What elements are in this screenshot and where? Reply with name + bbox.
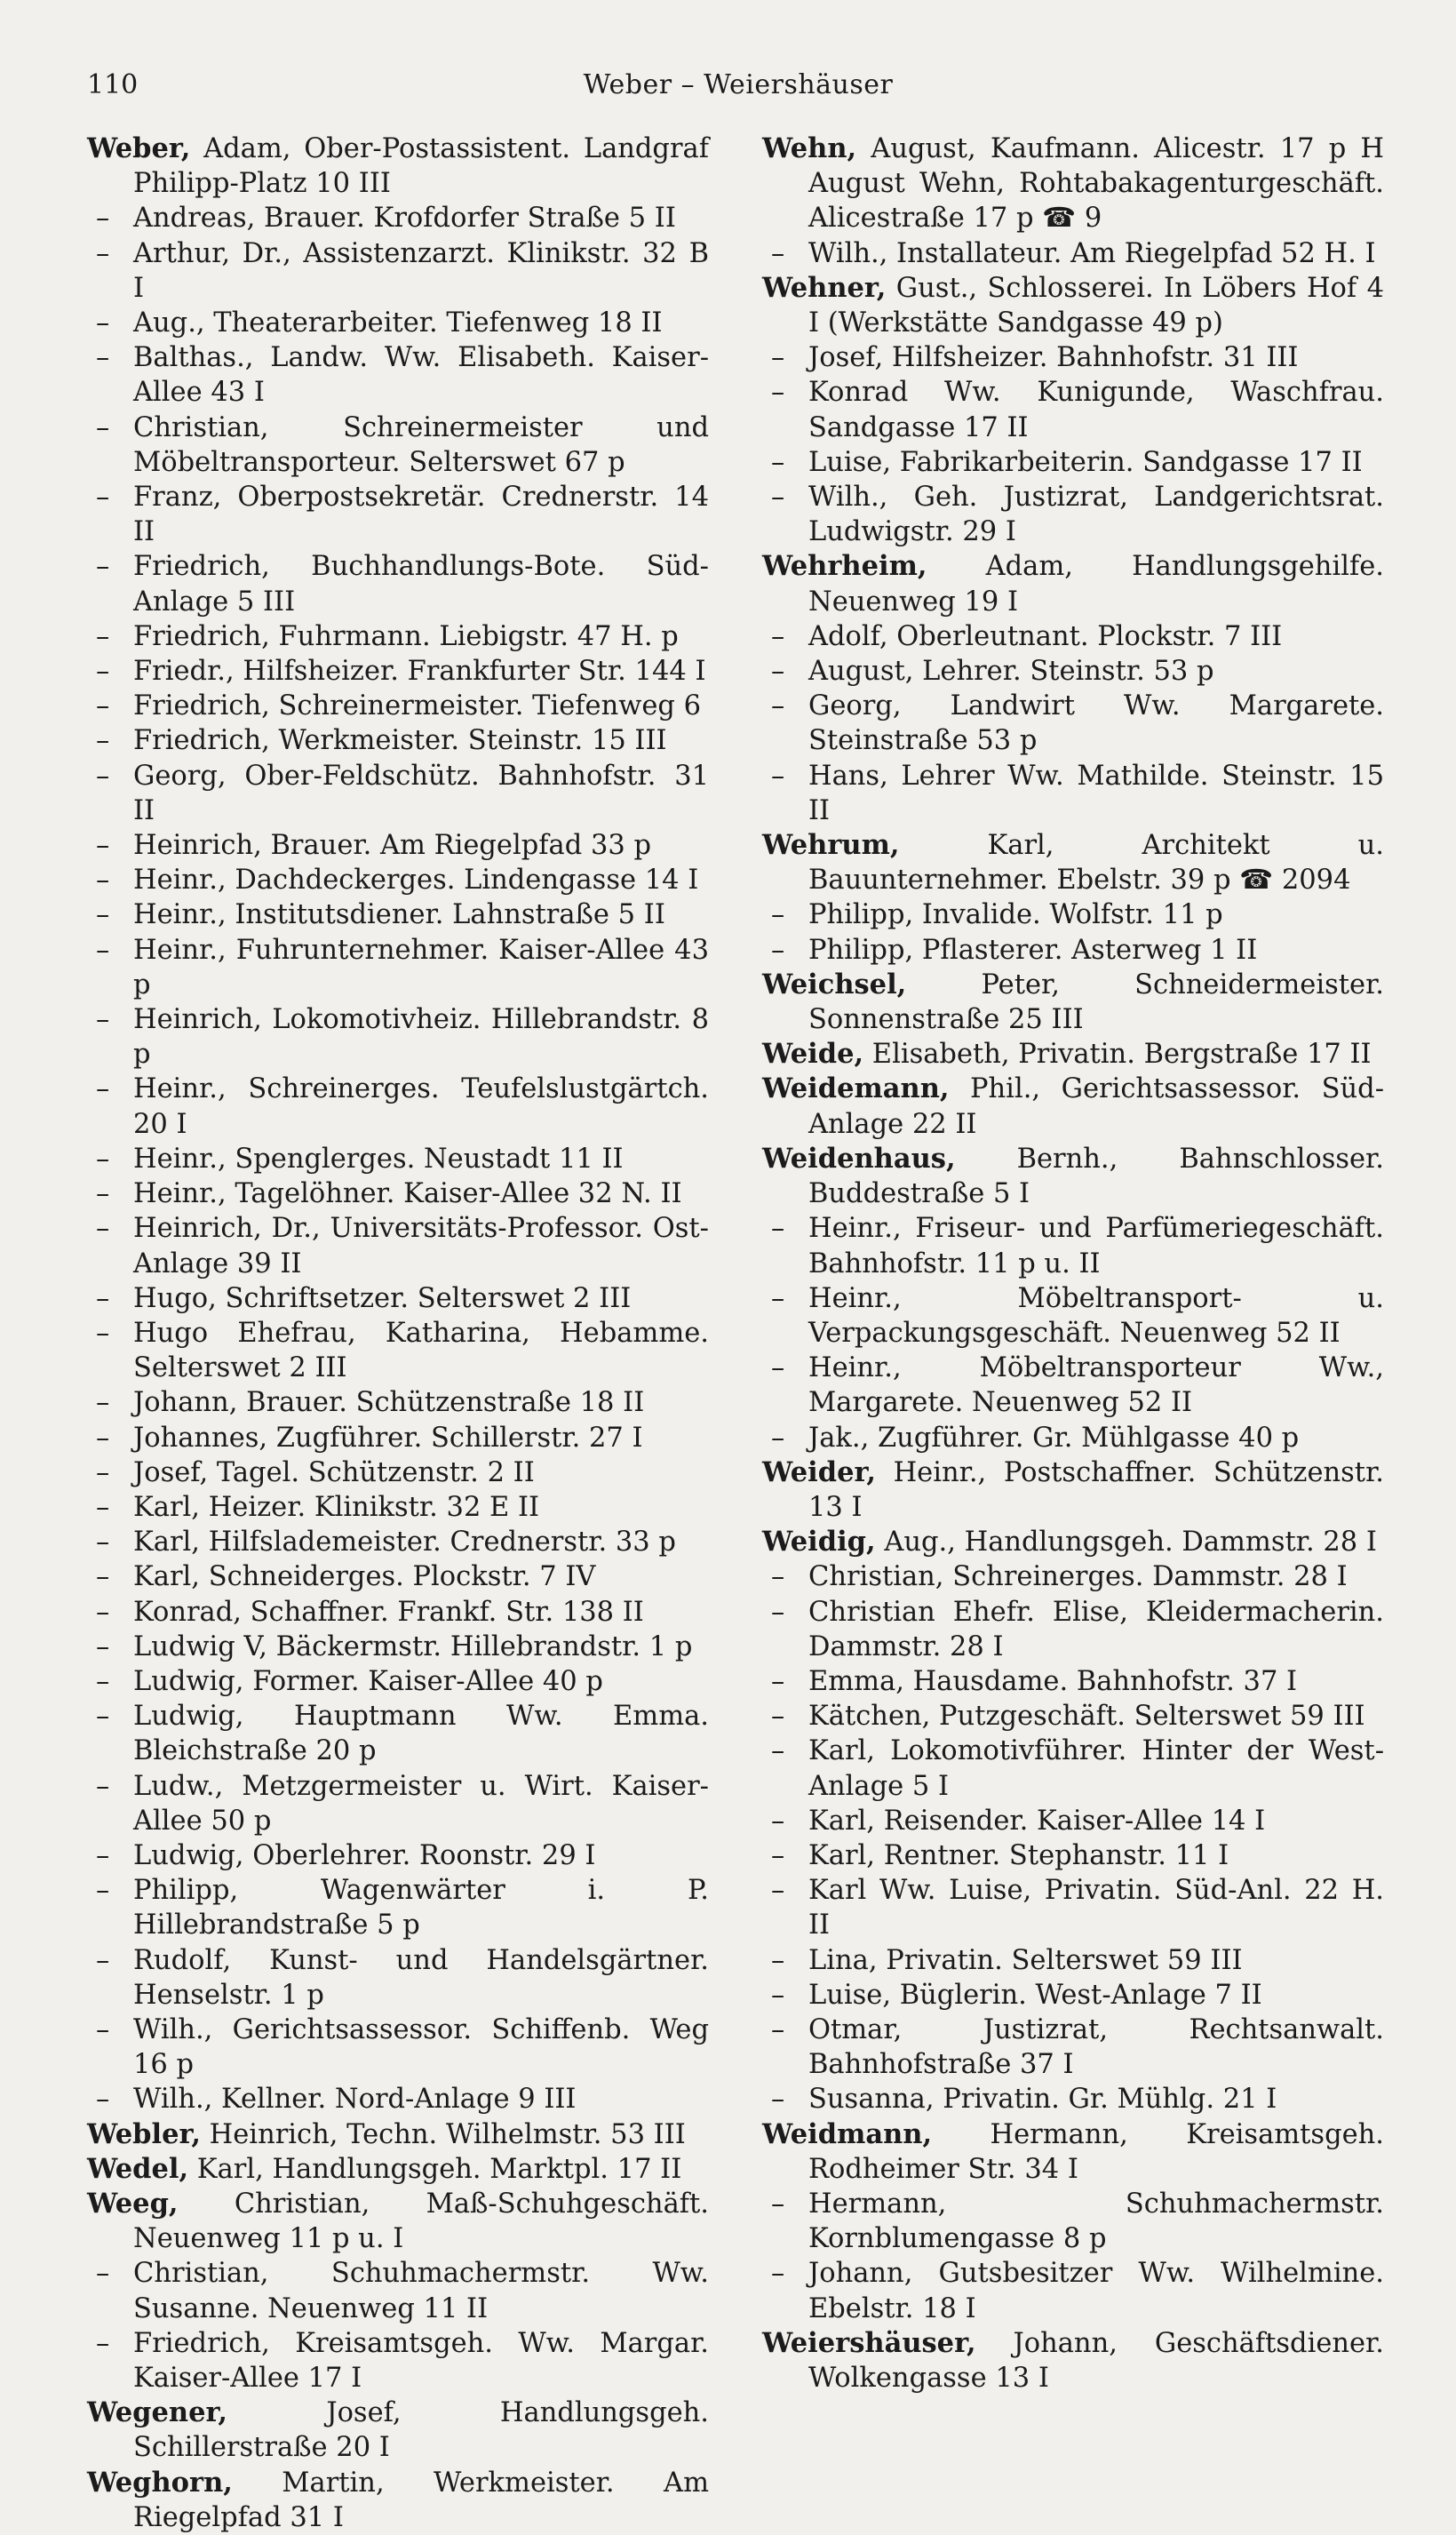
entry-text: Ludwig, Oberlehrer. Roonstr. 29 I <box>133 1839 596 1871</box>
directory-subentry <box>87 1838 709 1873</box>
directory-subentry <box>87 1176 709 1211</box>
directory-subentry <box>87 2013 709 2082</box>
ditto-dash: – <box>771 1979 785 2011</box>
entry-text: Aug., Handlungsgeh. Dammstr. 28 I <box>875 1527 1377 1558</box>
directory-subentry <box>87 1002 709 1072</box>
directory-subentry <box>87 1211 709 1280</box>
ditto-dash: – <box>96 1839 110 1871</box>
ditto-dash: – <box>771 1839 785 1871</box>
directory-entry <box>87 2466 709 2535</box>
ditto-dash: – <box>96 237 110 269</box>
entry-text: Konrad Ww. Kunigunde, Waschfrau. Sandgasse 17 II <box>808 377 1384 443</box>
directory-subentry <box>87 1699 709 1768</box>
entry-text: Josef, Handlungsgeh. Schillerstraße 20 I <box>133 2397 709 2464</box>
entry-surname: Weidemann, <box>762 1072 950 1105</box>
directory-subentry <box>762 2256 1384 2325</box>
ditto-dash: – <box>96 1073 110 1105</box>
entry-text: Wilh., Geh. Justizrat, Landgerichtsrat. Ludwigstr. 29 I <box>808 482 1384 548</box>
directory-entry <box>762 549 1384 618</box>
entry-text: Heinr., Schreinerges. Teufelslustgärtch. 20 I <box>133 1073 709 1140</box>
directory-subentry <box>87 1072 709 1141</box>
ditto-dash: – <box>771 899 785 931</box>
entry-text: Friedrich, Schreinermeister. Tiefenweg 6 <box>133 690 702 722</box>
entry-text: Johannes, Zugführer. Schillerstr. 27 I <box>133 1422 643 1454</box>
ditto-dash: – <box>96 1630 110 1662</box>
entry-text: Phil., Gerichtsassessor. Süd-Anlage 22 II <box>808 1073 1384 1140</box>
directory-subentry <box>87 933 709 1002</box>
entry-text: Hermann, Schuhmachermstr. Kornblumengasse 8 p <box>808 2188 1384 2255</box>
entry-text: Gust., Schlosserei. In Löbers Hof 4 I (Werkstätte Sandgasse 49 p) <box>808 272 1384 339</box>
entry-text: Heinr., Dachdeckerges. Lindengasse 14 I <box>133 865 699 897</box>
ditto-dash: – <box>96 1596 110 1628</box>
entry-text: Friedrich, Kreisamtsgeh. Ww. Margar. Kaiser-Allee 17 I <box>133 2327 709 2394</box>
ditto-dash: – <box>771 1944 785 1976</box>
directory-subentry <box>87 549 709 618</box>
entry-text: Balthas., Landw. Ww. Elisabeth. Kaiser-Allee 43 I <box>133 342 709 409</box>
directory-entry <box>87 2187 709 2256</box>
ditto-dash: – <box>96 1004 110 1036</box>
entry-text: Karl, Hilfslademeister. Crednerstr. 33 p <box>133 1527 676 1558</box>
directory-subentry <box>762 1281 1384 1351</box>
entry-text: Rudolf, Kunst- und Handelsgärtner. Henselstr. 1 p <box>133 1944 709 2011</box>
directory-subentry <box>762 236 1384 271</box>
ditto-dash: – <box>96 307 110 339</box>
directory-subentry <box>762 445 1384 480</box>
directory-subentry <box>87 340 709 410</box>
directory-subentry <box>87 1873 709 1942</box>
entry-text: Christian Ehefr. Elise, Kleidermacherin. Dammstr. 28 I <box>808 1596 1384 1662</box>
directory-entry <box>87 2117 709 2152</box>
ditto-dash: – <box>96 1491 110 1523</box>
directory-subentry <box>762 1734 1384 1803</box>
ditto-dash: – <box>96 1770 110 1802</box>
entry-text: August, Kaufmann. Alicestr. 17 p H August Wehn, Rohtabakagenturgeschäft. Alicestraße 17 p ☎ 9 <box>808 133 1384 235</box>
directory-entry <box>762 132 1384 236</box>
ditto-dash: – <box>96 725 110 757</box>
ditto-dash: – <box>771 1422 785 1454</box>
entry-text: Jak., Zugführer. Gr. Mühlgasse 40 p <box>808 1422 1300 1454</box>
entry-surname: Weber, <box>87 132 191 164</box>
directory-subentry <box>87 1525 709 1559</box>
ditto-dash: – <box>771 1282 785 1314</box>
ditto-dash: – <box>96 620 110 652</box>
entry-surname: Weidenhaus, <box>762 1142 956 1175</box>
entry-text: Hans, Lehrer Ww. Mathilde. Steinstr. 15 II <box>808 760 1384 826</box>
ditto-dash: – <box>771 1735 785 1767</box>
entry-text: Franz, Oberpostsekretär. Crednerstr. 14 II <box>133 482 709 548</box>
ditto-dash: – <box>771 760 785 792</box>
ditto-dash: – <box>96 1213 110 1245</box>
directory-subentry <box>87 201 709 235</box>
directory-entry <box>762 1037 1384 1072</box>
entry-text: Friedrich, Fuhrmann. Liebigstr. 47 H. p <box>133 620 679 652</box>
ditto-dash: – <box>96 2084 110 2116</box>
ditto-dash: – <box>96 830 110 862</box>
directory-subentry <box>762 619 1384 654</box>
entry-text: Heinr., Spenglerges. Neustadt 11 II <box>133 1143 624 1175</box>
directory-entry <box>762 828 1384 897</box>
directory-subentry <box>87 1630 709 1664</box>
entry-text: Philipp, Invalide. Wolfstr. 11 p <box>808 899 1223 931</box>
entry-text: Adam, Handlungsgehilfe. Neuenweg 19 I <box>808 551 1384 618</box>
ditto-dash: – <box>771 1701 785 1733</box>
ditto-dash: – <box>771 620 785 652</box>
entry-text: Martin, Werkmeister. Am Riegelpfad 31 I <box>133 2467 709 2533</box>
ditto-dash: – <box>771 1213 785 1245</box>
entry-text: Adam, Ober-Postassistent. Landgraf Philipp-Platz 10 III <box>133 133 709 200</box>
directory-subentry <box>87 689 709 723</box>
directory-entry <box>87 2395 709 2465</box>
entry-text: Adolf, Oberleutnant. Plockstr. 7 III <box>808 620 1283 652</box>
directory-subentry <box>87 1455 709 1490</box>
directory-subentry <box>762 1943 1384 1978</box>
directory-subentry <box>87 1142 709 1176</box>
directory-subentry <box>87 759 709 828</box>
directory-subentry <box>87 1316 709 1385</box>
directory-subentry <box>762 1421 1384 1455</box>
entry-surname: Wehrheim, <box>762 550 927 583</box>
entry-text: Wilh., Installateur. Am Riegelpfad 52 H. I <box>808 237 1376 269</box>
ditto-dash: – <box>96 2258 110 2290</box>
entry-text: Heinr., Postschaffner. Schützenstr. 13 I <box>808 1456 1384 1523</box>
entry-text: Andreas, Brauer. Krofdorfer Straße 5 II <box>133 203 676 235</box>
entry-text: Ludwig, Former. Kaiser-Allee 40 p <box>133 1665 603 1697</box>
directory-subentry <box>762 689 1384 758</box>
ditto-dash: – <box>771 482 785 514</box>
entry-text: Heinr., Friseur- und Parfümeriegeschäft. Bahnhofstr. 11 p u. II <box>808 1213 1384 1279</box>
ditto-dash: – <box>771 2084 785 2116</box>
directory-entry <box>762 1072 1384 1141</box>
entry-text: Ludwig, Hauptmann Ww. Emma. Bleichstraße 20 p <box>133 1701 709 1767</box>
entry-text: Johann, Geschäftsdiener. Wolkengasse 13 I <box>808 2327 1384 2394</box>
entry-text: Georg, Landwirt Ww. Margarete. Steinstraße 53 p <box>808 690 1384 757</box>
directory-entry <box>762 2117 1384 2187</box>
entry-text: Hugo, Schriftsetzer. Selterswet 2 III <box>133 1282 632 1314</box>
entry-text: Heinrich, Brauer. Am Riegelpfad 33 p <box>133 830 651 862</box>
ditto-dash: – <box>96 1944 110 1976</box>
entry-surname: Webler, <box>87 2117 201 2150</box>
directory-entry <box>762 271 1384 340</box>
directory-subentry <box>87 306 709 340</box>
ditto-dash: – <box>771 2258 785 2290</box>
directory-subentry <box>87 828 709 863</box>
entry-surname: Weidmann, <box>762 2117 933 2150</box>
ditto-dash: – <box>771 446 785 478</box>
directory-subentry <box>762 1559 1384 1594</box>
ditto-dash: – <box>96 203 110 235</box>
ditto-dash: – <box>96 865 110 897</box>
ditto-dash: – <box>771 690 785 722</box>
entry-text: Luise, Büglerin. West-Anlage 7 II <box>808 1979 1262 2011</box>
ditto-dash: – <box>96 1317 110 1349</box>
directory-entry <box>762 1142 1384 1211</box>
entry-text: Ludwig V, Bäckermstr. Hillebrandstr. 1 p <box>133 1630 693 1662</box>
entry-text: Heinr., Tagelöhner. Kaiser-Allee 32 N. II <box>133 1178 682 1210</box>
directory-subentry <box>762 480 1384 549</box>
ditto-dash: – <box>96 1387 110 1419</box>
entry-text: Georg, Ober-Feldschütz. Bahnhofstr. 31 II <box>133 760 709 826</box>
entry-text: Heinr., Möbeltransporteur Ww., Margarete. Neuenweg 52 II <box>808 1352 1384 1419</box>
ditto-dash: – <box>771 2188 785 2220</box>
entry-text: Peter, Schneidermeister. Sonnenstraße 25 III <box>808 969 1384 1036</box>
directory-subentry <box>762 654 1384 689</box>
directory-subentry <box>87 897 709 932</box>
ditto-dash: – <box>96 934 110 966</box>
directory-subentry <box>762 2187 1384 2256</box>
ditto-dash: – <box>96 2013 110 2045</box>
ditto-dash: – <box>96 1456 110 1488</box>
entry-text: Karl, Heizer. Klinikstr. 32 E II <box>133 1491 540 1523</box>
directory-subentry <box>87 1490 709 1525</box>
directory-subentry <box>762 1804 1384 1838</box>
entry-text: Heinrich, Dr., Universitäts-Professor. Ost-Anlage 39 II <box>133 1213 709 1279</box>
entry-text: Heinrich, Techn. Wilhelmstr. 53 III <box>200 2118 686 2150</box>
directory-subentry <box>762 759 1384 828</box>
directory-subentry <box>87 1769 709 1838</box>
ditto-dash: – <box>96 1701 110 1733</box>
entry-text: Karl Ww. Luise, Privatin. Süd-Anl. 22 H. II <box>808 1875 1384 1941</box>
entry-text: Johann, Gutsbesitzer Ww. Wilhelmine. Ebelstr. 18 I <box>808 2258 1384 2324</box>
directory-subentry <box>87 2256 709 2325</box>
entry-text: Hugo Ehefrau, Katharina, Hebamme. Selterswet 2 III <box>133 1317 709 1384</box>
directory-subentry <box>762 1595 1384 1664</box>
directory-entry <box>87 132 709 201</box>
ditto-dash: – <box>96 1527 110 1558</box>
ditto-dash: – <box>771 1596 785 1628</box>
entry-text: Josef, Hilfsheizer. Bahnhofstr. 31 III <box>808 342 1299 374</box>
directory-subentry <box>87 863 709 897</box>
directory-subentry <box>762 1699 1384 1734</box>
entry-text: Philipp, Pflasterer. Asterweg 1 II <box>808 934 1258 966</box>
ditto-dash: – <box>96 1178 110 1210</box>
directory-subentry <box>87 654 709 689</box>
directory-subentry <box>762 1978 1384 2013</box>
entry-text: Karl, Lokomotivführer. Hinter der West-Anlage 5 I <box>808 1735 1384 1802</box>
entry-surname: Weiershäuser, <box>762 2326 976 2359</box>
directory-subentry <box>762 2082 1384 2116</box>
entry-text: Karl, Architekt u. Bauunternehmer. Ebelstr. 39 p ☎ 2094 <box>808 830 1384 897</box>
entry-text: Emma, Hausdame. Bahnhofstr. 37 I <box>808 1665 1298 1697</box>
ditto-dash: – <box>96 1282 110 1314</box>
entry-surname: Wedel, <box>87 2152 189 2185</box>
entry-text: Karl, Rentner. Stephanstr. 11 I <box>808 1839 1229 1871</box>
right-column <box>762 132 1384 2395</box>
ditto-dash: – <box>96 899 110 931</box>
entry-text: Heinr., Institutsdiener. Lahnstraße 5 II <box>133 899 665 931</box>
entry-surname: Wehner, <box>762 271 887 304</box>
entry-surname: Wehrum, <box>762 829 900 862</box>
entry-text: Kätchen, Putzgeschäft. Selterswet 59 III <box>808 1701 1365 1733</box>
directory-subentry <box>762 1873 1384 1942</box>
entry-text: Friedrich, Buchhandlungs-Bote. Süd-Anlage 5 III <box>133 551 709 618</box>
entry-surname: Weidig, <box>762 1526 876 1558</box>
ditto-dash: – <box>96 1665 110 1697</box>
ditto-dash: – <box>96 411 110 443</box>
entry-text: Heinrich, Lokomotivheiz. Hillebrandstr. 8 p <box>133 1004 709 1071</box>
entry-surname: Weide, <box>762 1038 864 1071</box>
entry-text: Luise, Fabrikarbeiterin. Sandgasse 17 II <box>808 446 1363 478</box>
directory-subentry <box>87 1281 709 1316</box>
entry-text: Elisabeth, Privatin. Bergstraße 17 II <box>863 1039 1372 1071</box>
directory-subentry <box>87 1664 709 1699</box>
directory-subentry <box>87 1421 709 1455</box>
entry-text: Susanna, Privatin. Gr. Mühlg. 21 I <box>808 2084 1277 2116</box>
running-title: Weber – Weiershäuser <box>583 69 894 100</box>
directory-subentry <box>87 723 709 758</box>
directory-subentry <box>87 2326 709 2395</box>
directory-entry <box>762 2326 1384 2395</box>
directory-subentry <box>762 1838 1384 1873</box>
directory-subentry <box>87 1595 709 1630</box>
ditto-dash: – <box>96 1422 110 1454</box>
directory-subentry <box>762 2013 1384 2082</box>
directory-subentry <box>762 1211 1384 1280</box>
entry-surname: Wehn, <box>762 132 857 164</box>
entry-text: Arthur, Dr., Assistenzarzt. Klinikstr. 32 B I <box>133 237 709 304</box>
ditto-dash: – <box>96 1143 110 1175</box>
directory-subentry <box>762 897 1384 932</box>
entry-text: Heinr., Möbeltransport- u. Verpackungsgeschäft. Neuenweg 52 II <box>808 1282 1384 1349</box>
entry-surname: Wegener, <box>87 2396 227 2429</box>
directory-subentry <box>87 1559 709 1594</box>
entry-text: Konrad, Schaffner. Frankf. Str. 138 II <box>133 1596 644 1628</box>
left-column <box>87 132 709 2535</box>
ditto-dash: – <box>771 934 785 966</box>
directory-entry <box>762 1455 1384 1525</box>
ditto-dash: – <box>771 656 785 688</box>
ditto-dash: – <box>771 377 785 409</box>
directory-subentry <box>762 933 1384 968</box>
ditto-dash: – <box>771 237 785 269</box>
directory-subentry <box>762 340 1384 375</box>
entry-text: Christian, Schreinerges. Dammstr. 28 I <box>808 1561 1348 1593</box>
page-header <box>87 69 1389 114</box>
ditto-dash: – <box>96 656 110 688</box>
page-number: 110 <box>87 69 139 100</box>
directory-subentry <box>87 236 709 306</box>
directory-subentry <box>87 1385 709 1420</box>
entry-text: Otmar, Justizrat, Rechtsanwalt. Bahnhofstraße 37 I <box>808 2013 1384 2081</box>
directory-subentry <box>87 480 709 549</box>
directory-subentry <box>762 1664 1384 1699</box>
entry-text: August, Lehrer. Steinstr. 53 p <box>808 656 1214 688</box>
directory-subentry <box>87 619 709 654</box>
ditto-dash: – <box>96 760 110 792</box>
ditto-dash: – <box>771 1352 785 1384</box>
entry-surname: Weichsel, <box>762 968 907 1000</box>
directory-entry <box>87 2152 709 2187</box>
entry-text: Josef, Tagel. Schützenstr. 2 II <box>133 1456 535 1488</box>
directory-subentry <box>762 375 1384 444</box>
ditto-dash: – <box>96 482 110 514</box>
directory-subentry <box>87 411 709 480</box>
entry-surname: Weghorn, <box>87 2466 233 2499</box>
ditto-dash: – <box>96 2327 110 2359</box>
ditto-dash: – <box>771 1875 785 1907</box>
entry-text: Philipp, Wagenwärter i. P. Hillebrandstraße 5 p <box>133 1875 709 1941</box>
ditto-dash: – <box>771 1561 785 1593</box>
entry-text: Karl, Schneiderges. Plockstr. 7 IV <box>133 1561 596 1593</box>
entry-text: Johann, Brauer. Schützenstraße 18 II <box>133 1387 645 1419</box>
directory-entry <box>762 1525 1384 1559</box>
ditto-dash: – <box>771 1805 785 1837</box>
entry-text: Bernh., Bahnschlosser. Buddestraße 5 I <box>808 1143 1384 1210</box>
ditto-dash: – <box>96 1561 110 1593</box>
directory-subentry <box>762 1351 1384 1420</box>
entry-text: Friedr., Hilfsheizer. Frankfurter Str. 144 I <box>133 656 706 688</box>
ditto-dash: – <box>96 690 110 722</box>
entry-text: Christian, Schreinermeister und Möbeltransporteur. Selterswet 67 p <box>133 411 709 478</box>
entry-text: Karl, Handlungsgeh. Marktpl. 17 II <box>188 2153 682 2185</box>
entry-text: Wilh., Gerichtsassessor. Schiffenb. Weg 16 p <box>133 2013 709 2081</box>
entry-text: Karl, Reisender. Kaiser-Allee 14 I <box>808 1805 1266 1837</box>
ditto-dash: – <box>96 1875 110 1907</box>
entry-text: Lina, Privatin. Selterswet 59 III <box>808 1944 1243 1976</box>
entry-surname: Weeg, <box>87 2187 179 2220</box>
entry-text: Aug., Theaterarbeiter. Tiefenweg 18 II <box>133 307 663 339</box>
entry-text: Friedrich, Werkmeister. Steinstr. 15 III <box>133 725 667 757</box>
directory-subentry <box>87 2082 709 2116</box>
directory-entry <box>762 968 1384 1037</box>
entry-text: Hermann, Kreisamtsgeh. Rodheimer Str. 34 I <box>808 2118 1384 2185</box>
entry-text: Christian, Schuhmachermstr. Ww. Susanne. Neuenweg 11 II <box>133 2258 709 2324</box>
ditto-dash: – <box>771 2013 785 2045</box>
entry-text: Heinr., Fuhrunternehmer. Kaiser-Allee 43 p <box>133 934 709 1000</box>
entry-surname: Weider, <box>762 1455 876 1488</box>
entry-text: Christian, Maß-Schuhgeschäft. Neuenweg 11 p u. I <box>133 2188 709 2255</box>
entry-text: Ludw., Metzgermeister u. Wirt. Kaiser-Allee 50 p <box>133 1770 709 1837</box>
ditto-dash: – <box>96 342 110 374</box>
ditto-dash: – <box>771 342 785 374</box>
ditto-dash: – <box>771 1665 785 1697</box>
directory-subentry <box>87 1943 709 2013</box>
entry-text: Wilh., Kellner. Nord-Anlage 9 III <box>133 2084 577 2116</box>
ditto-dash: – <box>96 551 110 583</box>
